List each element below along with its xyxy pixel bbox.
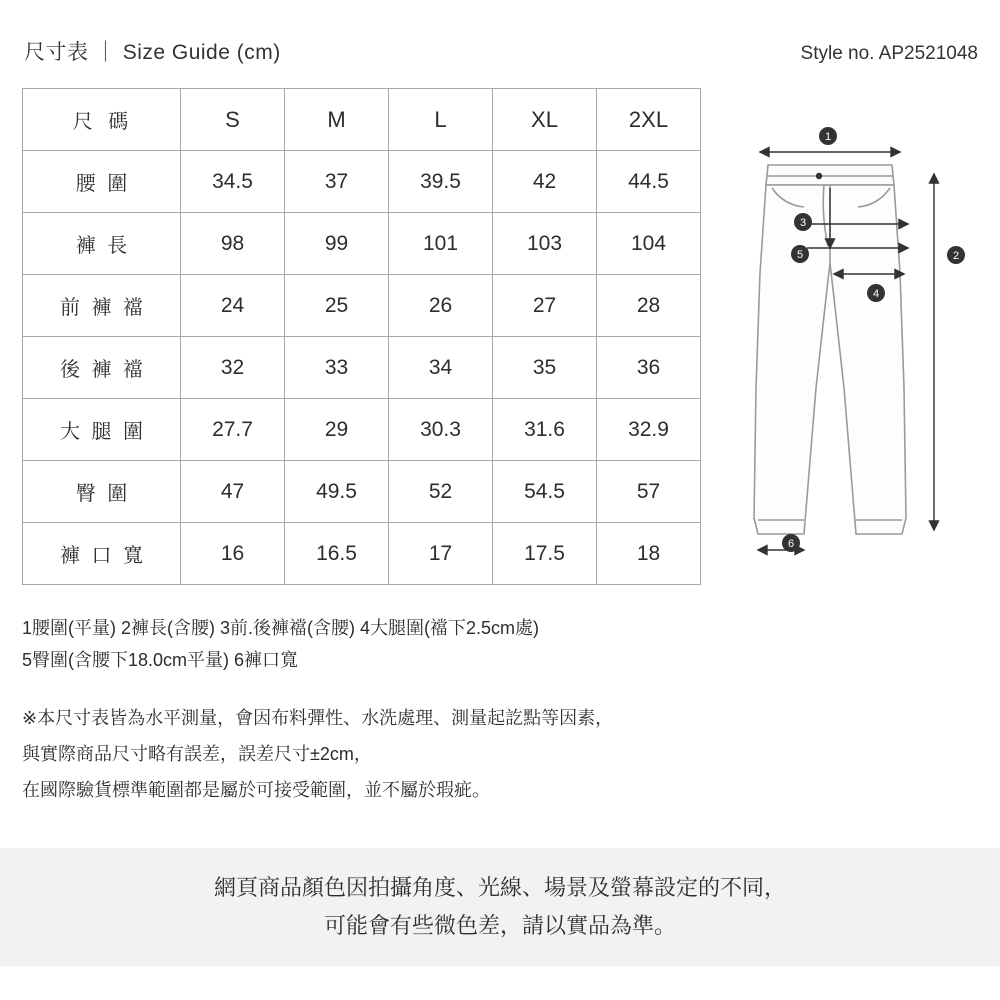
cell: 24: [181, 275, 285, 337]
svg-text:6: 6: [787, 538, 795, 550]
diagram-marker-6: [782, 534, 800, 552]
row-label: 褲 口 寬: [23, 523, 181, 585]
table-row: [23, 461, 701, 523]
cell: 103: [493, 213, 597, 275]
cell: 29: [285, 399, 389, 461]
title-separator: ｜: [94, 41, 117, 64]
page-title-cn: 尺寸表: [24, 41, 89, 64]
row-label: 腰 圍: [23, 151, 181, 213]
page-header: [24, 36, 978, 66]
cell: 101: [389, 213, 493, 275]
table-row: [23, 275, 701, 337]
pants-diagram: [712, 88, 980, 578]
svg-text:4: 4: [872, 288, 880, 300]
cell: 98: [181, 213, 285, 275]
cell: 37: [285, 151, 389, 213]
svg-text:2: 2: [952, 250, 960, 262]
column-header-2xl: 2XL: [597, 89, 701, 151]
diagram-marker-4: [867, 284, 885, 302]
diagram-marker-5: [791, 245, 809, 263]
column-header-xl: XL: [493, 89, 597, 151]
cell: 32.9: [597, 399, 701, 461]
cell: 35: [493, 337, 597, 399]
note-line-2: 與實際商品尺寸略有誤差，誤差尺寸±2cm，: [22, 744, 372, 764]
diagram-marker-1: [819, 127, 837, 145]
cell: 47: [181, 461, 285, 523]
table-row: [23, 523, 701, 585]
table-row: [23, 151, 701, 213]
cell: 52: [389, 461, 493, 523]
cell: 30.3: [389, 399, 493, 461]
row-label: 褲 長: [23, 213, 181, 275]
table-row: [23, 337, 701, 399]
cell: 28: [597, 275, 701, 337]
cell: 54.5: [493, 461, 597, 523]
table-row: [23, 399, 701, 461]
cell: 34.5: [181, 151, 285, 213]
cell: 27: [493, 275, 597, 337]
column-header-size: 尺 碼: [23, 89, 181, 151]
cell: 49.5: [285, 461, 389, 523]
page-title: [24, 36, 281, 66]
svg-text:5: 5: [796, 249, 804, 261]
svg-text:3: 3: [799, 217, 807, 229]
cell: 31.6: [493, 399, 597, 461]
row-label: 大 腿 圍: [23, 399, 181, 461]
column-header-l: L: [389, 89, 493, 151]
note-line-1: ※本尺寸表皆為水平測量，會因布料彈性、水洗處理、測量起訖點等因素，: [22, 708, 614, 728]
table-header-row: [23, 89, 701, 151]
note-line-3: 在國際驗貨標準範圍都是屬於可接受範圍，並不屬於瑕疵。: [22, 780, 490, 800]
cell: 104: [597, 213, 701, 275]
cell: 36: [597, 337, 701, 399]
size-content: [22, 88, 980, 583]
table-row: [23, 213, 701, 275]
size-table: [22, 88, 701, 585]
cell: 34: [389, 337, 493, 399]
cell: 57: [597, 461, 701, 523]
cell: 32: [181, 337, 285, 399]
cell: 33: [285, 337, 389, 399]
legend-line-1: 1腰圍(平量) 2褲長(含腰) 3前.後褲襠(含腰) 4大腿圍(襠下2.5cm處): [22, 618, 540, 638]
style-number: Style no. AP2521048: [800, 43, 978, 64]
diagram-marker-2: [947, 246, 965, 264]
svg-text:1: 1: [824, 131, 832, 143]
cell: 26: [389, 275, 493, 337]
diagram-marker-3: [794, 213, 812, 231]
row-label: 後 褲 襠: [23, 337, 181, 399]
cell: 18: [597, 523, 701, 585]
cell: 16.5: [285, 523, 389, 585]
column-header-m: M: [285, 89, 389, 151]
legend-line-2: 5臀圍(含腰下18.0cm平量) 6褲口寬: [22, 650, 299, 670]
cell: 39.5: [389, 151, 493, 213]
footer-line-1: 網頁商品顏色因拍攝角度、光線、場景及螢幕設定的不同，: [213, 875, 786, 900]
cell: 16: [181, 523, 285, 585]
page-title-en: Size Guide (cm): [122, 41, 281, 64]
cell: 44.5: [597, 151, 701, 213]
cell: 17: [389, 523, 493, 585]
column-header-s: S: [181, 89, 285, 151]
color-disclaimer-banner: [0, 848, 1000, 966]
cell: 99: [285, 213, 389, 275]
measurement-legend: [22, 612, 962, 676]
cell: 27.7: [181, 399, 285, 461]
cell: 17.5: [493, 523, 597, 585]
measurement-notes: [22, 700, 962, 808]
row-label: 前 褲 襠: [23, 275, 181, 337]
footer-line-2: 可能會有些微色差，請以實品為準。: [323, 913, 676, 938]
cell: 42: [493, 151, 597, 213]
cell: 25: [285, 275, 389, 337]
row-label: 臀 圍: [23, 461, 181, 523]
